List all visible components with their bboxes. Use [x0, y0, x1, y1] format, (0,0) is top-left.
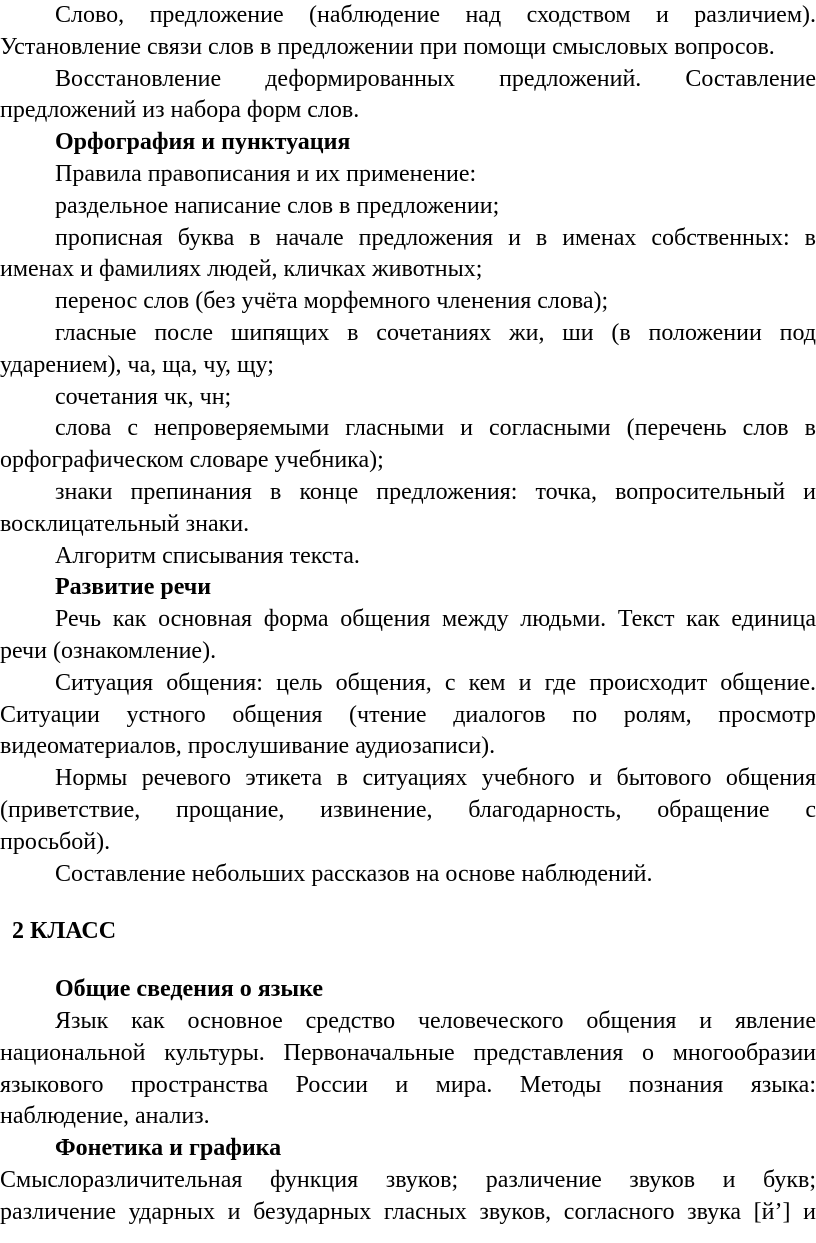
text-line: речи (ознакомление).: [0, 637, 217, 664]
paragraph: [0, 541, 816, 573]
section-heading: [0, 974, 816, 1006]
text-line: Алгоритм списывания текста.: [55, 542, 360, 569]
text-line: Язык как основное средство человеческого общения и явление: [55, 1007, 816, 1034]
paragraph: [0, 413, 816, 477]
paragraph: [0, 477, 816, 541]
text-line: Нормы речевого этикета в ситуациях учебного и бытового общения: [55, 765, 816, 792]
text-line: наблюдение, анализ.: [0, 1103, 210, 1130]
paragraph: [0, 159, 816, 191]
text-line: различение ударных и безударных гласных звуков, согласного звука [й’] и: [0, 1198, 816, 1225]
text-line: видеоматериалов, прослушивание аудиозаписи).: [0, 733, 496, 760]
text-line: именах и фамилиях людей, кличках животных;: [0, 256, 483, 283]
text-line: Правила правописания и их применение:: [55, 160, 477, 187]
paragraph: [0, 64, 816, 128]
text-line: языкового пространства России и мира. Методы познания языка:: [0, 1071, 816, 1098]
section-heading: [0, 572, 816, 604]
paragraph: [0, 1006, 816, 1133]
text-line: раздельное написание слов в предложении;: [55, 192, 500, 219]
text-line: Установление связи слов в предложении при помощи смысловых вопросов.: [0, 33, 775, 60]
text-line: ударением), ча, ща, чу, щу;: [0, 351, 274, 378]
text-line: просьбой).: [0, 828, 111, 855]
text-line: восклицательный знаки.: [0, 510, 250, 537]
text-line: (приветствие, прощание, извинение, благодарность, обращение с: [0, 796, 816, 823]
paragraph: [0, 668, 816, 763]
blank-line: [0, 948, 816, 974]
paragraph: [0, 191, 816, 223]
text-line: сочетания чк, чн;: [55, 383, 232, 410]
text-line: слова с непроверяемыми гласными и согласными (перечень слов в: [55, 415, 816, 442]
text-line: Общие сведения о языке: [55, 976, 324, 1003]
text-line: знаки препинания в конце предложения: точка, вопросительный и: [55, 478, 816, 505]
text-line: Фонетика и графика: [55, 1135, 282, 1162]
paragraph: [0, 382, 816, 414]
text-line: Ситуация общения: цель общения, с кем и где происходит общение.: [55, 669, 816, 696]
text-line: орфографическом словаре учебника);: [0, 447, 384, 474]
text-line: 2 КЛАСС: [12, 918, 117, 945]
blank-line: [0, 890, 816, 916]
text-line: национальной культуры. Первоначальные представления о многообразии: [0, 1039, 816, 1066]
text-line: гласные после шипящих в сочетаниях жи, ши (в положении под: [55, 319, 816, 346]
text-line: Смыслоразличительная функция звуков; различение звуков и букв;: [0, 1166, 816, 1193]
text-line: Развитие речи: [55, 574, 212, 601]
text-line: перенос слов (без учёта морфемного членения слова);: [55, 288, 609, 315]
paragraph: [0, 604, 816, 668]
text-line: Ситуации устного общения (чтение диалогов по ролям, просмотр: [0, 701, 816, 728]
text-line: Составление небольших рассказов на основе наблюдений.: [55, 860, 653, 887]
paragraph: [0, 1165, 816, 1229]
paragraph: [0, 859, 816, 891]
text-line: Орфография и пунктуация: [55, 129, 351, 156]
text-line: предложений из набора форм слов.: [0, 97, 360, 124]
text-line: Речь как основная форма общения между людьми. Текст как единица: [55, 606, 816, 633]
paragraph: [0, 286, 816, 318]
grade-heading: [0, 916, 816, 948]
text-line: Восстановление деформированных предложений. Составление: [55, 65, 816, 92]
paragraph: [0, 0, 816, 64]
text-line: прописная буква в начале предложения и в именах собственных: в: [55, 224, 816, 251]
paragraph: [0, 763, 816, 858]
paragraph: [0, 223, 816, 287]
text-line: Слово, предложение (наблюдение над сходством и различием).: [55, 2, 816, 28]
section-heading: [0, 1133, 816, 1165]
section-heading: [0, 127, 816, 159]
paragraph: [0, 318, 816, 382]
